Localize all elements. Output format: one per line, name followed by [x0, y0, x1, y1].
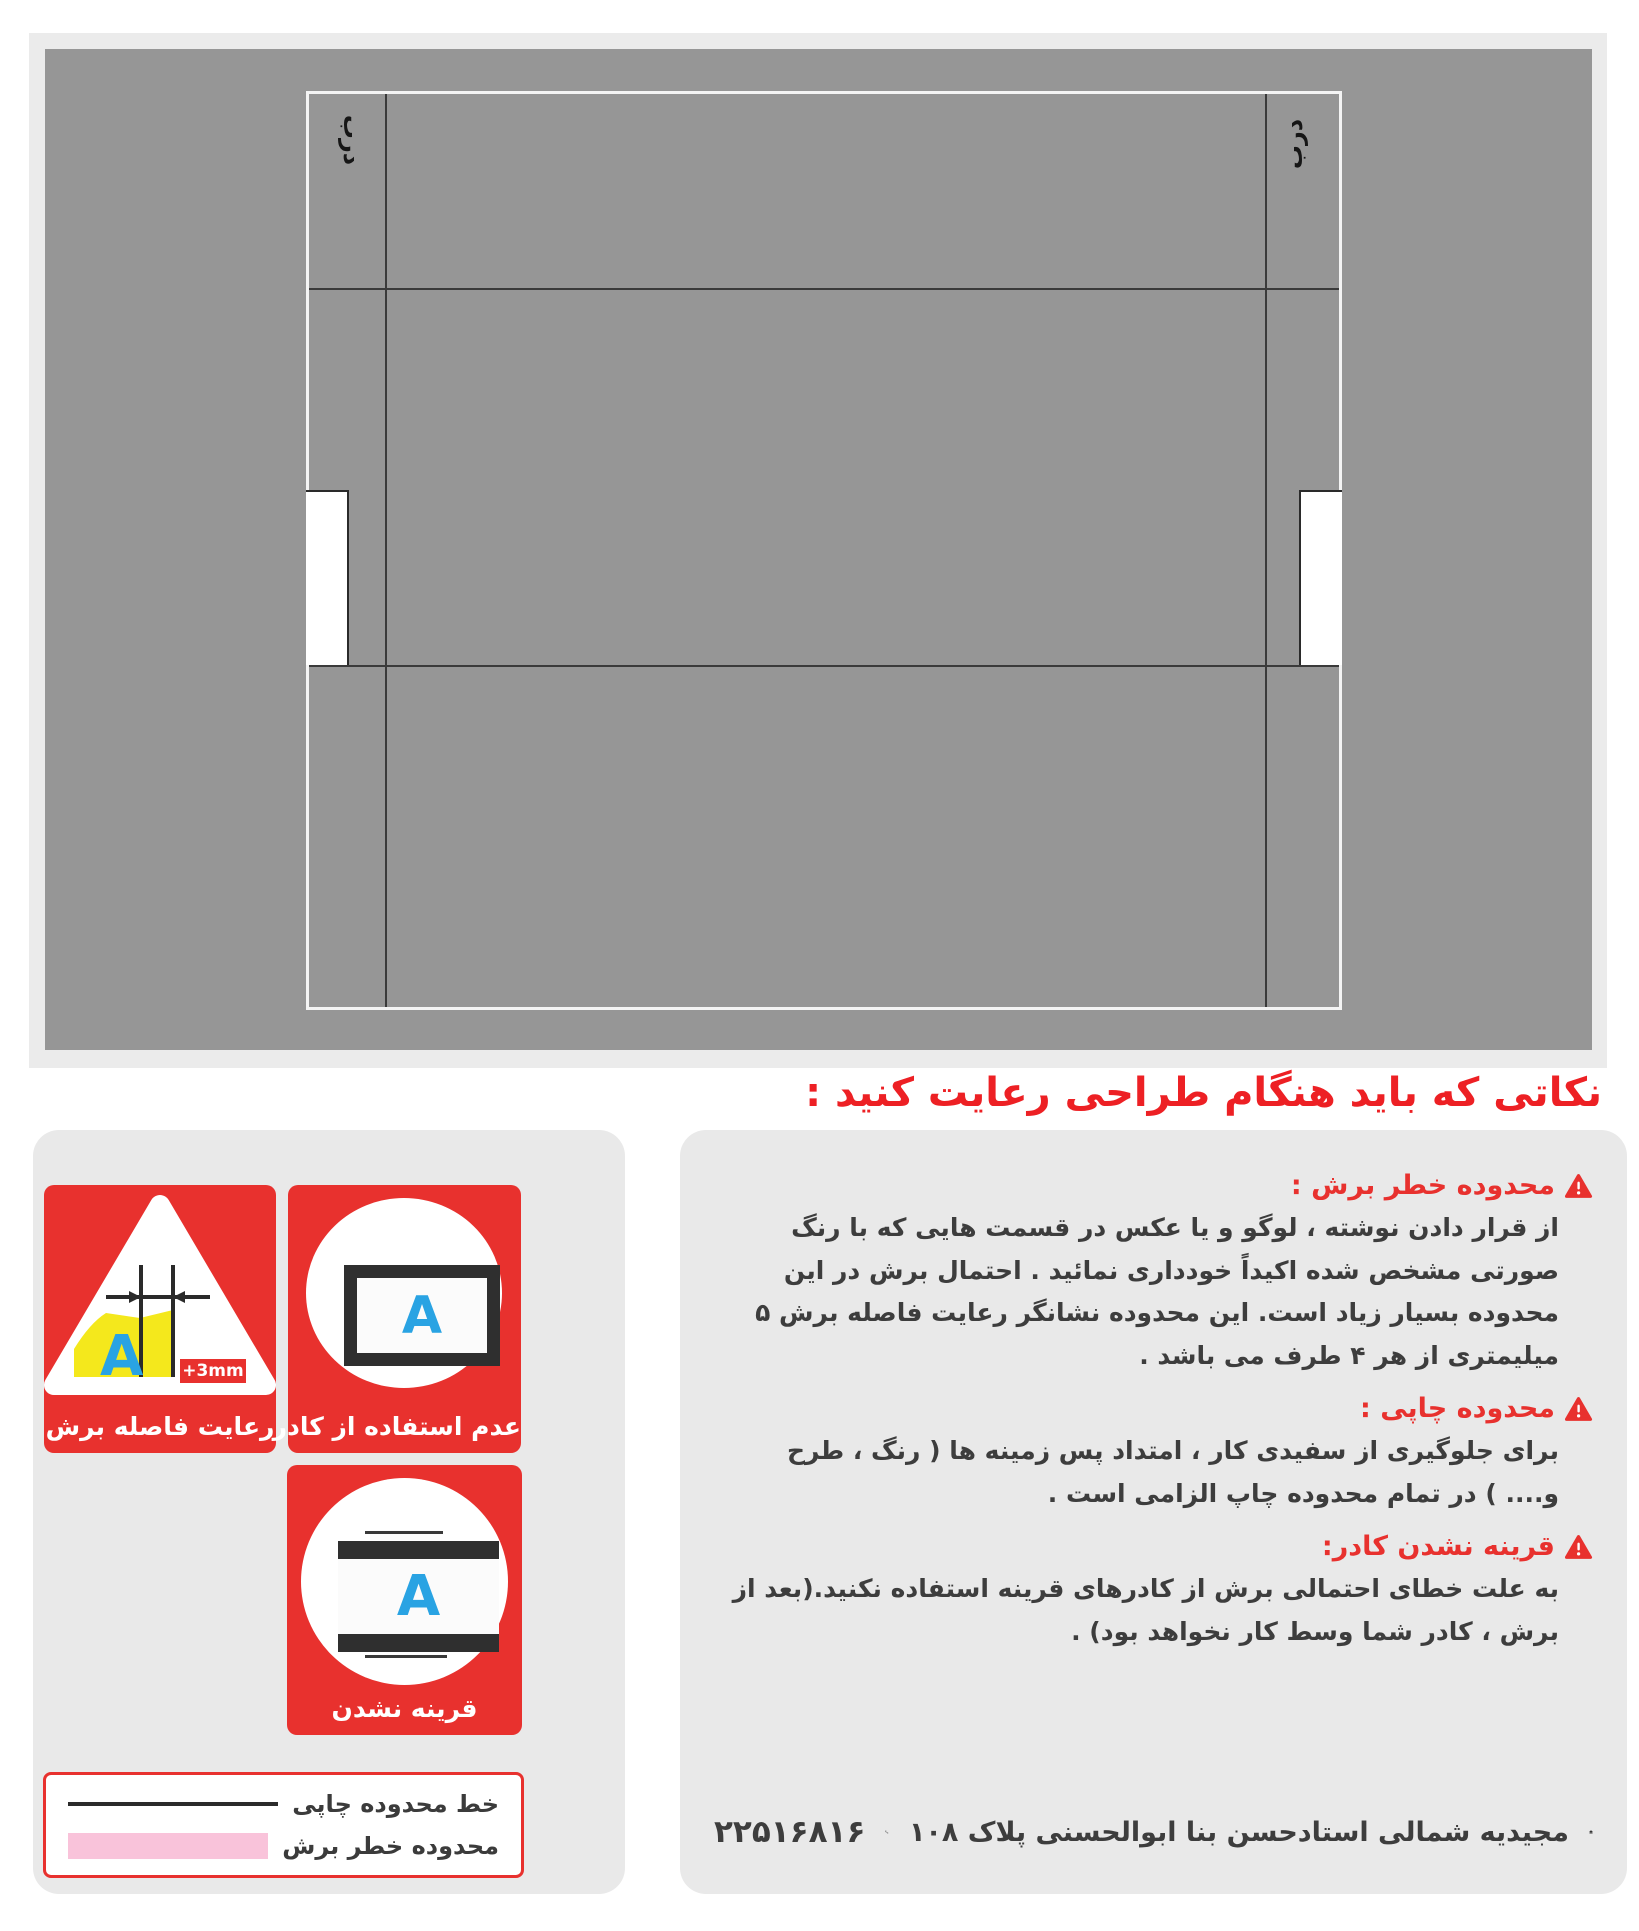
legend-box — [43, 1772, 524, 1878]
section-paragraph: از قرار دادن نوشته ، لوگو و یا عکس در قسمت هایی که با رنگ صورتی مشخص شده اکیداً خودداری نمائید . احتمال برش در این محدوده بسیار زیاد است. این محدوده نشانگر رعایت فاصله برش ۵ میلیمتری از هر ۴ طرف می باشد . — [755, 1213, 1559, 1370]
flap-label-right: درب — [1279, 118, 1308, 170]
cut-notch-left — [306, 490, 349, 665]
no-frame-circle-icon — [306, 1198, 502, 1388]
letter-a: A — [401, 1285, 443, 1346]
artboard-background — [45, 49, 1592, 1050]
card-caption: رعایت فاصله برش — [45, 1412, 275, 1441]
section-heading: قرینه نشدن کادر: — [1321, 1531, 1555, 1562]
phone-number: ۲۲۵۱۶۸۱۶ — [714, 1814, 866, 1850]
warning-triangle-icon — [1564, 1173, 1593, 1199]
section-paragraph: برای جلوگیری از سفیدی کار ، امتداد پس زمینه ها ( رنگ ، طرح و.... ) در تمام محدوده چاپ الزامی است . — [787, 1436, 1559, 1508]
section-heading-row — [720, 1393, 1593, 1424]
warning-cards-panel — [33, 1130, 625, 1894]
warning-triangle-icon — [1564, 1534, 1593, 1560]
flap-label-left: درب — [338, 114, 367, 166]
section-heading-row — [720, 1531, 1593, 1562]
fold-line-horizontal-bottom — [309, 665, 1339, 667]
warning-card-no-mirror — [287, 1465, 522, 1735]
page-title: نکاتی که باید هنگام طراحی رعایت کنید : — [805, 1070, 1602, 1116]
section-heading: محدوده خطر برش : — [1290, 1170, 1555, 1201]
legend-row-danger-zone — [68, 1832, 499, 1860]
section-paragraph: به علت خطای احتمالی برش از کادرهای قرینه استفاده نکنید.(بعد از برش ، کادر شما وسط کار نخواهد بود) . — [732, 1574, 1559, 1646]
legend-print-line-label: خط محدوده چاپی — [292, 1790, 499, 1818]
box-dieline — [306, 91, 1342, 1010]
home-icon — [1589, 1815, 1593, 1849]
card-caption: عدم استفاده از کادر — [272, 1412, 521, 1441]
danger-zone-sample — [68, 1833, 268, 1859]
address-text: مجیدیه شمالی استادحسن بنا ابوالحسنی پلاک ۱۰۸ — [908, 1816, 1569, 1848]
warning-triangle-icon — [1564, 1396, 1593, 1422]
section-heading: محدوده چاپی : — [1360, 1393, 1555, 1424]
frame-box-icon — [344, 1265, 500, 1366]
letter-a: A — [396, 1563, 441, 1629]
fold-line-vertical-left — [385, 94, 387, 1007]
print-line-sample — [68, 1802, 278, 1806]
notes-content — [720, 1170, 1593, 1669]
no-mirror-circle-icon — [301, 1478, 508, 1685]
legend-row-print-line — [68, 1790, 499, 1818]
fold-line-vertical-right — [1265, 94, 1267, 1007]
design-notes-panel — [680, 1130, 1627, 1894]
contact-footer — [714, 1814, 1593, 1850]
letter-a: A — [100, 1324, 144, 1389]
section-heading-row — [720, 1170, 1593, 1201]
canvas-frame — [29, 33, 1607, 1068]
legend-danger-zone-label: محدوده خطر برش — [282, 1832, 499, 1860]
plus-3mm-badge: +3mm — [180, 1359, 246, 1383]
fold-line-horizontal-top — [309, 288, 1339, 290]
cut-notch-right — [1299, 490, 1342, 665]
warning-card-cut-margin — [44, 1185, 276, 1453]
phone-icon — [885, 1816, 889, 1848]
warning-card-no-frame — [272, 1185, 521, 1453]
card-caption: قرینه نشدن — [331, 1694, 478, 1723]
